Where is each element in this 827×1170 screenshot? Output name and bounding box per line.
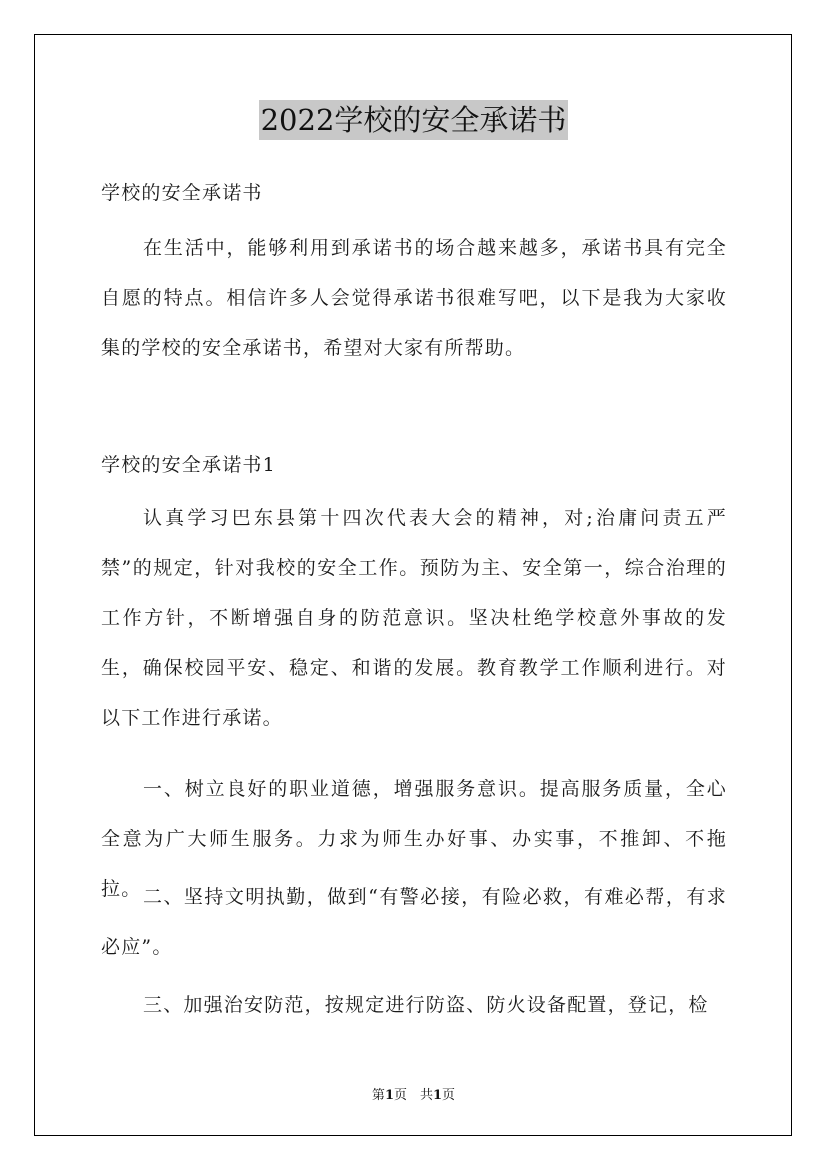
footer-mid: 页 共 (393, 1088, 433, 1103)
intro-paragraph: 在生活中，能够利用到承诺书的场合越来越多，承诺书具有完全自愿的特点。相信许多人会觉得承诺书很难写吧，以下是我为大家收集的学校的安全承诺书，希望对大家有所帮助。 (101, 237, 727, 359)
footer-page-current: 1 (384, 1088, 394, 1103)
paragraph-1: 认真学习巴东县第十四次代表大会的精神，对;治庸问责五严禁”的规定，针对我校的安全工作。预防为主、安全第一，综合治理的工作方针，不断增强自身的防范意识。坚决杜绝学校意外事故的发生，确保校园平安、稳定、和谐的发展。教育教学工作顺利进行。对以下工作进行承诺。 (101, 507, 727, 729)
document-subtitle: 学校的安全承诺书 (101, 182, 263, 204)
title-container (0, 100, 827, 140)
paragraph-2: 一、树立良好的职业道德，增强服务意识。提高服务质量，全心全意为广大师生服务。力求为师生办好事、办实事，不推卸、不拖拉。 (101, 778, 727, 900)
footer-prefix: 第 (371, 1088, 385, 1103)
footer-page-total: 1 (433, 1088, 443, 1103)
footer-suffix: 页 (442, 1088, 456, 1103)
page-footer (0, 1084, 827, 1103)
paragraph-3: 二、坚持文明执勤，做到“有警必接，有险必救，有难必帮，有求必应”。 (101, 886, 727, 958)
document-title: 2022学校的安全承诺书 (259, 100, 569, 140)
paragraph-4: 三、加强治安防范，按规定进行防盗、防火设备配置，登记，检 (143, 994, 709, 1016)
section-heading-1: 学校的安全承诺书1 (101, 454, 276, 476)
